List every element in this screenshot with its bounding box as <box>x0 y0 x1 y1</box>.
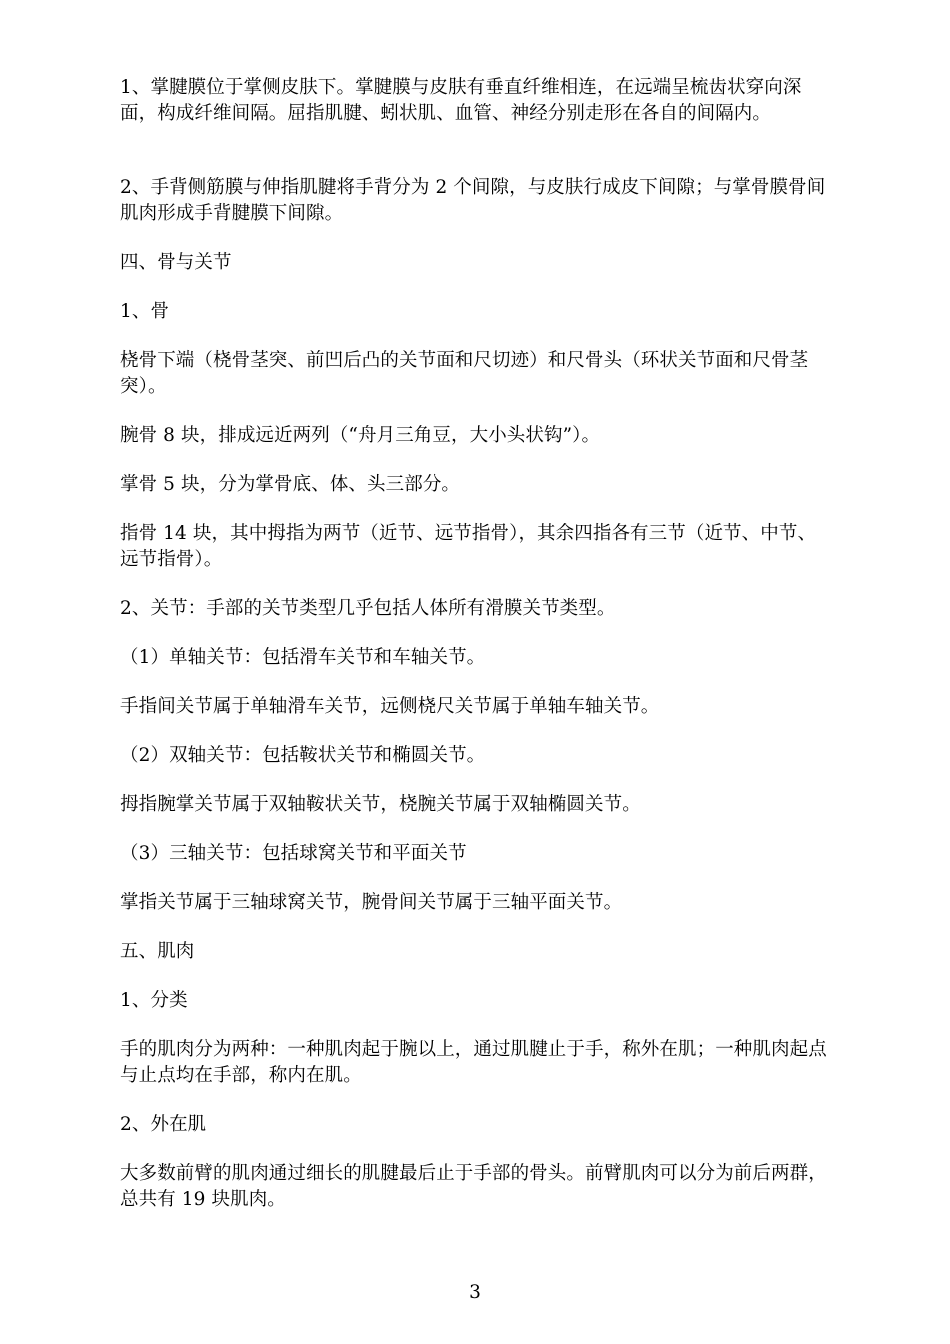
paragraph-muscle-types: 手的肌肉分为两种：一种肌肉起于腕以上，通过肌腱止于手，称外在肌；一种肌肉起点与止点均在手部，称内在肌。 <box>120 1039 827 1086</box>
section-heading-bones-joints: 四、骨与关节 <box>120 252 232 273</box>
section-heading-muscles: 五、肌肉 <box>120 941 195 962</box>
subheading-joints: 2、关节：手部的关节类型几乎包括人体所有滑膜关节类型。 <box>120 598 616 619</box>
paragraph-biaxial-examples: 拇指腕掌关节属于双轴鞍状关节，桡腕关节属于双轴椭圆关节。 <box>120 794 641 815</box>
paragraph-phalanges: 指骨 14 块，其中拇指为两节（近节、远节指骨），其余四指各有三节（近节、中节、远节指骨）。 <box>120 523 817 570</box>
paragraph-metacarpals: 掌骨 5 块，分为掌骨底、体、头三部分。 <box>120 474 461 495</box>
subheading-biaxial-joints: （2）双轴关节：包括鞍状关节和椭圆关节。 <box>120 745 486 766</box>
paragraph-carpals: 腕骨 8 块，排成远近两列（“舟月三角豆，大小头状钩”）。 <box>120 425 601 446</box>
paragraph-triaxial-examples: 掌指关节属于三轴球窝关节，腕骨间关节属于三轴平面关节。 <box>120 892 623 913</box>
subheading-uniaxial-joints: （1）单轴关节：包括滑车关节和车轴关节。 <box>120 647 486 668</box>
subheading-classification: 1、分类 <box>120 990 188 1011</box>
subheading-bones: 1、骨 <box>120 301 170 322</box>
paragraph-forearm-muscles: 大多数前臂的肌肉通过细长的肌腱最后止于手部的骨头。前臂肌肉可以分为前后两群，总共有 19 块肌肉。 <box>120 1163 827 1210</box>
subheading-triaxial-joints: （3）三轴关节：包括球窝关节和平面关节 <box>120 843 467 864</box>
paragraph-palmar-aponeurosis: 1、掌腱膜位于掌侧皮肤下。掌腱膜与皮肤有垂直纤维相连，在远端呈梳齿状穿向深面，构成纤维间隔。屈指肌腱、蚓状肌、血管、神经分别走形在各自的间隔内。 <box>120 77 802 124</box>
paragraph-radius-ulna: 桡骨下端（桡骨茎突、前凹后凸的关节面和尺切迹）和尺骨头（环状关节面和尺骨茎突）。 <box>120 350 809 397</box>
subheading-extrinsic-muscles: 2、外在肌 <box>120 1114 207 1135</box>
paragraph-dorsal-fascia: 2、手背侧筋膜与伸指肌腱将手背分为 2 个间隙，与皮肤行成皮下间隙；与掌骨膜骨间肌肉形成手背腱膜下间隙。 <box>120 177 826 224</box>
page-number: 3 <box>469 1282 481 1303</box>
paragraph-uniaxial-examples: 手指间关节属于单轴滑车关节，远侧桡尺关节属于单轴车轴关节。 <box>120 696 660 717</box>
